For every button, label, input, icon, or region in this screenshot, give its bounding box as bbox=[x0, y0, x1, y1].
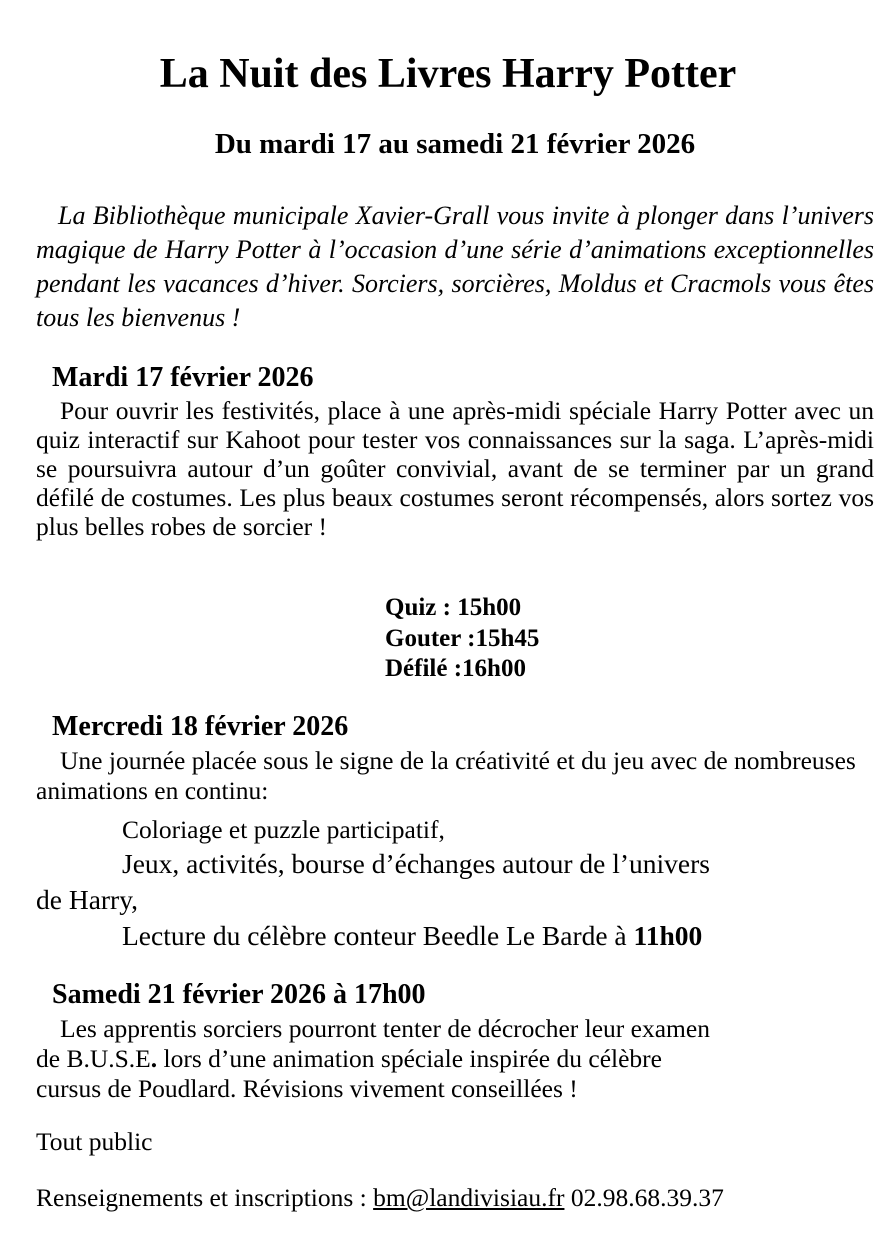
activity-lecture-time: 11h00 bbox=[633, 920, 703, 951]
contact-phone: 02.98.68.39.37 bbox=[564, 1183, 724, 1212]
intro-paragraph: La Bibliothèque municipale Xavier-Grall vous invite à plonger dans l’univers magique de Harry Potter à l’occasion d’une série d’animations exceptionnelles pendant les vacances d’hiver. Sorciers, sorcières, Moldus et Cracmols vous êtes tous les bienvenus ! bbox=[36, 201, 874, 332]
contact-label: Renseignements et inscriptions : bbox=[36, 1183, 374, 1212]
activity-lecture bbox=[122, 918, 876, 954]
document-subtitle: Du mardi 17 au samedi 21 février 2026 bbox=[214, 128, 696, 160]
activity-jeux-line1: Jeux, activités, bourse d’échanges autour de l’univers bbox=[122, 848, 711, 879]
wednesday-heading: Mercredi 18 février 2026 bbox=[52, 711, 349, 742]
wednesday-paragraph: Une journée placée sous le signe de la créativité et du jeu avec de nombreuses animations en continu: bbox=[36, 746, 856, 805]
saturday-line-1: Les apprentis sorciers pourront tenter de décrocher leur examen bbox=[60, 1014, 710, 1043]
contact-email-link[interactable]: bm@landivisiau.fr bbox=[373, 1183, 565, 1212]
tuesday-heading: Mardi 17 février 2026 bbox=[52, 362, 314, 393]
schedule-defile: Défilé :16h00 bbox=[385, 655, 526, 682]
activity-coloriage: Coloriage et puzzle participatif, bbox=[122, 815, 445, 844]
contact-line bbox=[36, 1182, 724, 1214]
tuesday-paragraph: Pour ouvrir les festivités, place à une après-midi spéciale Harry Potter avec un quiz interactif sur Kahoot pour tester vos connaissances sur la saga. L’après-midi se poursuivra autour d’un goûter convivial, avant de se terminer par un grand défilé de costumes. Les plus beaux costumes seront récompensés, alors sortez vos plus belles robes de sorcier ! bbox=[36, 396, 874, 541]
schedule-quiz: Quiz : 15h00 bbox=[385, 594, 522, 621]
saturday-line-2-rest: lors d’une animation spéciale inspirée du célèbre bbox=[157, 1044, 662, 1073]
activity-jeux-line2: de Harry, bbox=[36, 884, 139, 915]
wednesday-activities bbox=[36, 814, 876, 954]
buse-dot: . bbox=[150, 1044, 158, 1073]
document-title: La Nuit des Livres Harry Potter bbox=[159, 51, 737, 97]
saturday-line-2 bbox=[36, 1044, 662, 1074]
audience: Tout public bbox=[36, 1127, 153, 1156]
schedule-gouter: Gouter :15h45 bbox=[385, 624, 540, 652]
tuesday-schedule bbox=[385, 593, 539, 685]
saturday-line-3: cursus de Poudlard. Révisions vivement conseillées ! bbox=[36, 1074, 578, 1103]
saturday-heading: Samedi 21 février 2026 à 17h00 bbox=[52, 979, 426, 1010]
buse-text: de B.U.S.E bbox=[36, 1044, 151, 1073]
activity-lecture-text: Lecture du célèbre conteur Beedle Le Barde à bbox=[122, 920, 634, 951]
